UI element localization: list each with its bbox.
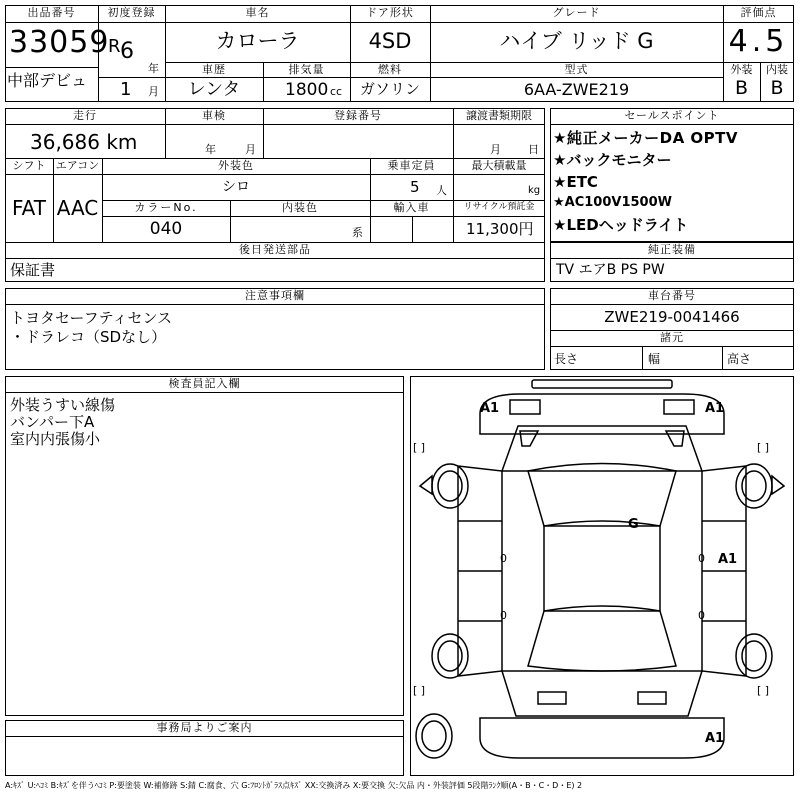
history-label: 車歴 bbox=[202, 63, 226, 76]
recycle: 11,300円 bbox=[466, 220, 534, 238]
capacity-unit: 人 bbox=[436, 184, 447, 197]
displacement: 1800 bbox=[285, 80, 329, 100]
first-reg-year: 6 bbox=[120, 39, 134, 64]
mileage-label: 走行 bbox=[73, 109, 97, 122]
zero-mark: 0 bbox=[500, 609, 507, 622]
ext-color-label: 外装色 bbox=[218, 159, 254, 172]
inspection-label: 車検 bbox=[202, 109, 226, 122]
model: 6AA-ZWE219 bbox=[523, 80, 630, 99]
displacement-label: 排気量 bbox=[288, 63, 325, 76]
fuel-label: 燃料 bbox=[378, 63, 402, 76]
score-label: 評価点 bbox=[740, 6, 777, 19]
inspector-line: 外装うすい線傷 bbox=[10, 396, 116, 414]
dims-width: 幅 bbox=[648, 352, 661, 366]
notes-line: ・ドラレコ（SDなし） bbox=[10, 328, 167, 346]
aircon: AAC bbox=[56, 196, 99, 220]
damage-mark-front-right: A1 bbox=[705, 401, 725, 416]
zero-mark: 0 bbox=[500, 552, 507, 565]
equipment-value: TV エアB PS PW bbox=[556, 262, 665, 278]
history: レンタ bbox=[187, 79, 241, 100]
bracket: [ ] bbox=[413, 441, 426, 454]
displacement-unit: cc bbox=[330, 85, 343, 98]
zero-mark: 0 bbox=[698, 552, 705, 565]
equipment-label: 純正装備 bbox=[648, 243, 696, 256]
damage-mark-rear: A1 bbox=[705, 731, 725, 746]
first-reg-month-unit: 月 bbox=[148, 85, 159, 98]
score: 4.5 bbox=[728, 24, 789, 59]
import-label: 輸入車 bbox=[393, 201, 430, 214]
bracket: [ ] bbox=[757, 441, 770, 454]
door-type: 4SD bbox=[368, 29, 412, 53]
bracket: [ ] bbox=[757, 684, 770, 697]
max-load-unit: kg bbox=[528, 185, 541, 196]
car-name-label: 車名 bbox=[245, 6, 270, 19]
capacity-label: 乗車定員 bbox=[387, 159, 436, 172]
fuel: ガソリン bbox=[359, 80, 420, 98]
chassis-number: ZWE219-0041466 bbox=[604, 308, 740, 326]
shift: FAT bbox=[11, 196, 46, 220]
zero-mark: 0 bbox=[698, 609, 705, 622]
lot-number: 33059 bbox=[9, 25, 110, 60]
sales-point: ★LEDヘッドライト bbox=[553, 216, 689, 234]
recycle-label: リサイクル預託金 bbox=[463, 202, 535, 212]
first-reg-year-unit: 年 bbox=[148, 62, 159, 75]
venue: 中部デビュ bbox=[7, 71, 88, 90]
inspection-year-unit: 年 bbox=[205, 143, 216, 156]
door-label: ドア形状 bbox=[366, 6, 414, 19]
shift-label: シフト bbox=[12, 159, 46, 172]
inspector-line: バンパー下A bbox=[10, 413, 95, 431]
inspection-month-unit: 月 bbox=[245, 143, 256, 156]
dims-label: 諸元 bbox=[660, 331, 684, 344]
grade-label: グレード bbox=[552, 6, 601, 19]
car-diagram bbox=[410, 376, 794, 776]
inspector-line: 室内内張傷小 bbox=[10, 430, 101, 448]
first-reg-month: 1 bbox=[120, 79, 132, 100]
sales-point: ★純正メーカーDA OPTV bbox=[553, 129, 739, 147]
ext-score-label: 外装 bbox=[730, 63, 753, 76]
max-load-label: 最大積載量 bbox=[471, 159, 527, 172]
sales-point: ★AC100V1500W bbox=[553, 195, 672, 210]
notes-line: トヨタセーフティセンス bbox=[10, 309, 173, 327]
office-label: 事務局よりご案内 bbox=[156, 721, 253, 734]
ext-score: B bbox=[734, 77, 749, 99]
int-score-label: 内装 bbox=[766, 63, 788, 76]
notes-label: 注意事項欄 bbox=[245, 289, 305, 302]
first-reg-era: R bbox=[108, 36, 121, 57]
later-parts: 保証書 bbox=[10, 261, 56, 279]
damage-mark-right-door: A1 bbox=[718, 552, 738, 567]
sales-point: ★バックモニター bbox=[553, 151, 672, 169]
ext-color: シロ bbox=[222, 179, 250, 195]
chassis-label: 車台番号 bbox=[648, 289, 696, 302]
legend: A:ｷｽﾞ U:ﾍｺﾐ B:ｷｽﾞを伴うﾍｺﾐ P:要塗装 W:補修跡 S:錆 C:腐食、穴 G:ﾌﾛﾝﾄｶﾞﾗｽ点ｷｽﾞ XX:交換済み X:要交換 欠:欠品 内・外装評価 5段階ﾗﾝｸ順(A・B・C・D・E) 2 bbox=[5, 781, 583, 790]
sales-points-label: セールスポイント bbox=[624, 109, 720, 122]
color-no-label: カラーNo. bbox=[134, 201, 198, 214]
inspector-label: 検査員記入欄 bbox=[168, 377, 241, 390]
lot-label: 出品番号 bbox=[27, 6, 76, 19]
car-name: カローラ bbox=[215, 29, 300, 53]
bracket: [ ] bbox=[413, 684, 426, 697]
damage-mark-front-left: A1 bbox=[480, 401, 500, 416]
int-color-label: 内装色 bbox=[282, 201, 318, 214]
later-parts-label: 後日発送部品 bbox=[239, 243, 311, 256]
dims-height: 高さ bbox=[727, 352, 752, 366]
transfer-label: 譲渡書類期限 bbox=[466, 109, 532, 122]
int-color-unit: 系 bbox=[352, 226, 363, 239]
dims-length: 長さ bbox=[554, 352, 579, 366]
transfer-day-unit: 日 bbox=[528, 143, 539, 156]
mileage: 36,686 km bbox=[30, 130, 138, 154]
damage-mark-windscreen: G bbox=[628, 517, 639, 532]
color-no: 040 bbox=[149, 219, 183, 239]
plate-label: 登録番号 bbox=[334, 109, 382, 122]
aircon-label: エアコン bbox=[55, 159, 100, 172]
transfer-month-unit: 月 bbox=[490, 143, 501, 156]
model-label: 型式 bbox=[564, 63, 589, 76]
capacity: 5 bbox=[410, 178, 420, 196]
int-score: B bbox=[770, 77, 784, 99]
sales-point: ★ETC bbox=[553, 173, 598, 191]
first-reg-label: 初度登録 bbox=[107, 6, 156, 19]
grade: ハイブ リッド G bbox=[499, 29, 654, 53]
